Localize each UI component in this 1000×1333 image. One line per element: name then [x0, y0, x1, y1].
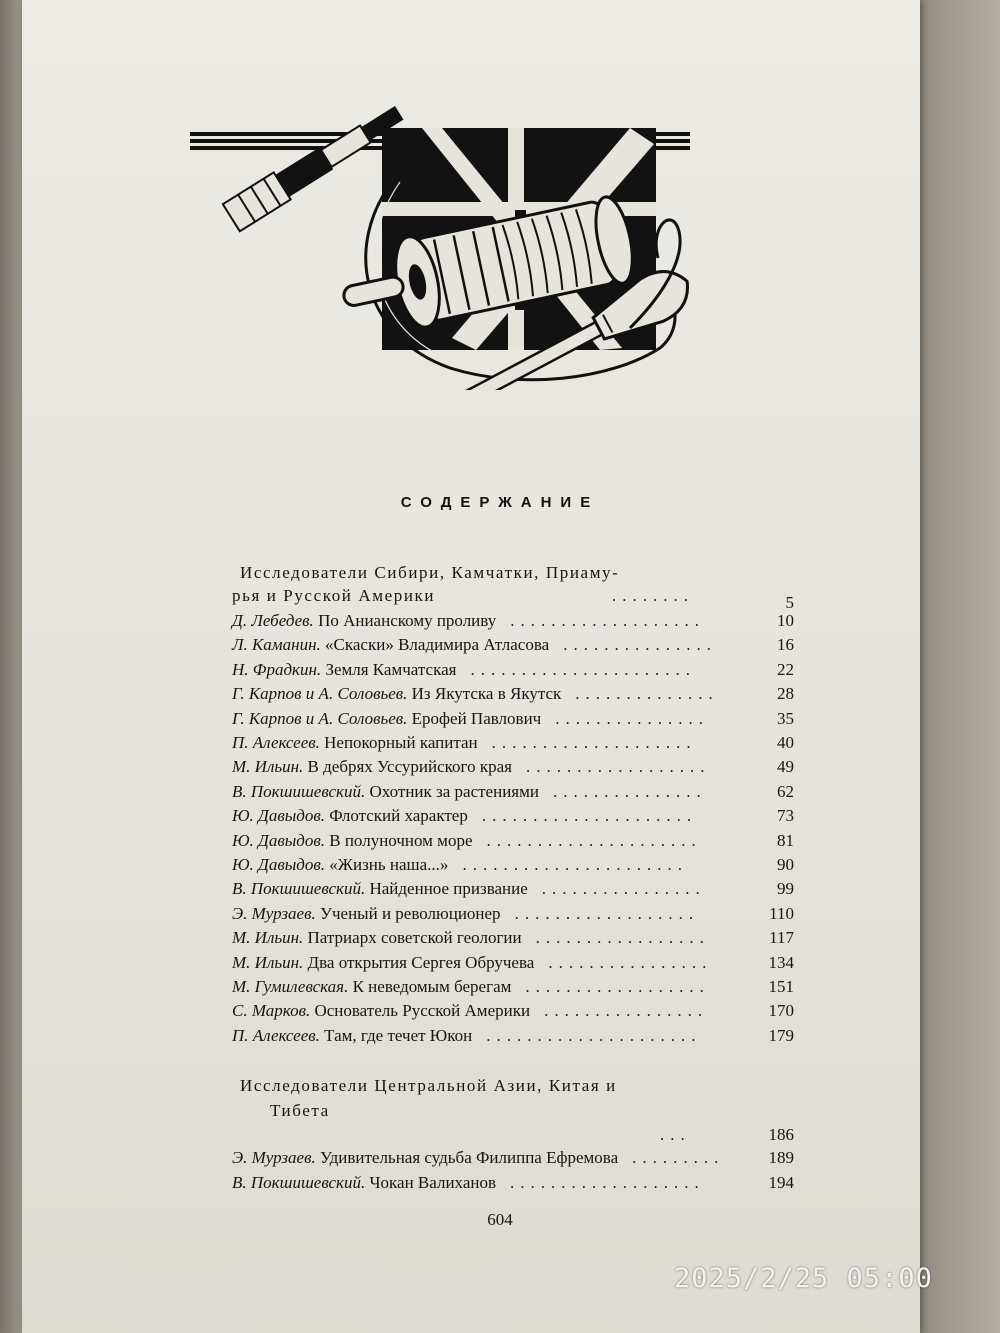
toc-entry — [232, 660, 456, 680]
toc-entry — [232, 879, 528, 899]
entry-page: 49 — [777, 757, 794, 777]
leader-dots: ................ — [548, 952, 713, 972]
entry-page: 179 — [768, 1025, 794, 1045]
entry-author: М. Гумилевская. — [232, 977, 349, 996]
entry-author: Ю. Давыдов. — [232, 806, 325, 826]
entry-author: Г. Карпов и А. Соловьев. — [232, 708, 408, 728]
entry-title: Флотский характер — [329, 806, 468, 826]
entry-title: Там, где течет Юкон — [324, 1025, 473, 1045]
entry-author: М. Ильин. — [232, 952, 304, 972]
entry-page: 117 — [769, 928, 794, 948]
entry-author: Д. Лебедев. — [232, 611, 314, 630]
entry-title: Ерофей Павлович — [411, 708, 542, 728]
entry-page: 81 — [777, 830, 794, 850]
leader-dots: ................ — [544, 1001, 709, 1021]
entry-title: «Скаски» Владимира Атласова — [325, 635, 550, 655]
leader-dots: .................. — [525, 977, 710, 996]
section-title-line2: Тибета — [270, 1101, 330, 1120]
leader-dots: ..................... — [486, 1025, 702, 1045]
toc-entry — [232, 684, 561, 704]
leader-dots: ...................... — [470, 659, 696, 679]
leader-dots: ........ — [612, 586, 694, 605]
entry-author: П. Алексеев. — [232, 733, 320, 752]
entry-page: 151 — [768, 977, 794, 996]
toc-entry — [232, 831, 473, 851]
entry-title: Найденное призвание — [369, 879, 528, 899]
toc-entry — [232, 611, 496, 631]
entry-author: М. Ильин. — [232, 757, 304, 777]
leader-dots: ..................... — [481, 806, 698, 826]
section-title-line1: Исследователи Сибири, Камчатки, Приаму- — [240, 563, 620, 582]
toc-entry — [232, 635, 549, 655]
toc-entry — [232, 1026, 472, 1046]
section-page: 186 — [768, 1125, 794, 1144]
entry-page: 90 — [777, 855, 794, 874]
entry-title: Чокан Валиханов — [369, 1172, 496, 1192]
leader-dots: ...................... — [462, 855, 688, 874]
entry-author: Г. Карпов и А. Соловьев. — [232, 684, 408, 704]
entry-author: С. Марков. — [232, 1001, 311, 1021]
entry-page: 40 — [777, 733, 794, 752]
entry-author: П. Алексеев. — [232, 1025, 320, 1045]
page-number: 604 — [487, 1210, 513, 1229]
toc-entry — [232, 1173, 496, 1193]
leader-dots: .................. — [514, 903, 700, 923]
entry-author: В. Покшишевский. — [232, 879, 366, 899]
entry-author: Л. Каманин. — [232, 635, 321, 655]
toc-entry — [232, 977, 511, 997]
section-title-line1: Исследователи Центральной Азии, Китая и — [240, 1076, 617, 1095]
photo-timestamp: 2025/2/25 05:00 — [674, 1263, 933, 1294]
toc-entry — [232, 904, 501, 924]
entry-author: М. Ильин. — [232, 928, 304, 948]
entry-page: 194 — [768, 1172, 794, 1192]
leader-dots: .............. — [575, 684, 719, 704]
entry-title: Ученый и революционер — [319, 903, 501, 923]
leader-dots: ............... — [552, 781, 707, 801]
entry-page: 99 — [777, 879, 794, 899]
entry-title: «Жизнь наша...» — [329, 855, 449, 874]
entry-page: 10 — [777, 611, 794, 630]
toc-entry — [232, 1148, 618, 1168]
entry-title: По Анианскому проливу — [318, 611, 497, 630]
toc-entry — [232, 733, 478, 753]
toc-entry — [232, 782, 539, 802]
section-page: 5 — [785, 593, 794, 612]
toc-entry — [232, 855, 448, 875]
entry-author: В. Покшишевский. — [232, 1172, 366, 1192]
entry-page: 16 — [777, 635, 794, 655]
entry-author: Э. Мурзаев. — [232, 903, 316, 923]
entry-page: 110 — [769, 903, 794, 923]
entry-title: Удивительная судьба Филиппа Ефремова — [319, 1148, 619, 1167]
toc-entry — [232, 709, 541, 729]
entry-author: Ю. Давыдов. — [232, 830, 325, 850]
leader-dots: .................. — [525, 757, 711, 777]
entry-author: Э. Мурзаев. — [232, 1148, 316, 1167]
entry-page: 62 — [777, 781, 794, 801]
leader-dots: ................. — [535, 928, 710, 948]
toc-entry — [232, 806, 468, 826]
leader-dots: .................... — [491, 733, 697, 752]
entry-title: Патриарх советской геологии — [307, 928, 522, 948]
leader-dots: ................... — [510, 1172, 705, 1192]
contents-heading: СОДЕРЖАНИЕ — [400, 494, 600, 511]
leader-dots: ......... — [632, 1148, 725, 1167]
entry-title: Непокорный капитан — [324, 733, 478, 752]
entry-page: 28 — [777, 684, 794, 704]
entry-author: Н. Фрадкин. — [232, 659, 322, 679]
entry-title: В полуночном море — [329, 830, 473, 850]
entry-title: Два открытия Сергея Обручева — [307, 952, 535, 972]
toc-entry — [232, 1001, 530, 1021]
entry-page: 134 — [768, 952, 794, 972]
leader-dots: ... — [660, 1125, 691, 1144]
entry-page: 170 — [768, 1001, 794, 1021]
leader-dots: ............... — [555, 708, 709, 728]
entry-title: В дебрях Уссурийского края — [307, 757, 512, 777]
entry-page: 73 — [777, 806, 794, 826]
entry-title: К неведомым берегам — [352, 977, 512, 996]
toc-entry — [232, 757, 512, 777]
toc-entry — [232, 928, 522, 948]
entry-title: Охотник за растениями — [369, 781, 539, 801]
leader-dots: ................... — [510, 611, 705, 630]
entry-author: В. Покшишевский. — [232, 781, 366, 801]
entry-page: 22 — [777, 659, 794, 679]
leader-dots: ................ — [541, 879, 706, 899]
leader-dots: ............... — [563, 635, 717, 655]
entry-author: Ю. Давыдов. — [232, 855, 325, 874]
entry-page: 189 — [768, 1148, 794, 1167]
entry-title: Из Якутска в Якутск — [411, 684, 562, 704]
entry-page: 35 — [777, 708, 794, 728]
entry-title: Основатель Русской Америки — [314, 1001, 531, 1021]
toc-entry — [232, 953, 534, 973]
entry-title: Земля Камчатская — [325, 659, 457, 679]
leader-dots: ..................... — [486, 830, 702, 850]
section-title-line2: рья и Русской Америки — [232, 586, 436, 605]
